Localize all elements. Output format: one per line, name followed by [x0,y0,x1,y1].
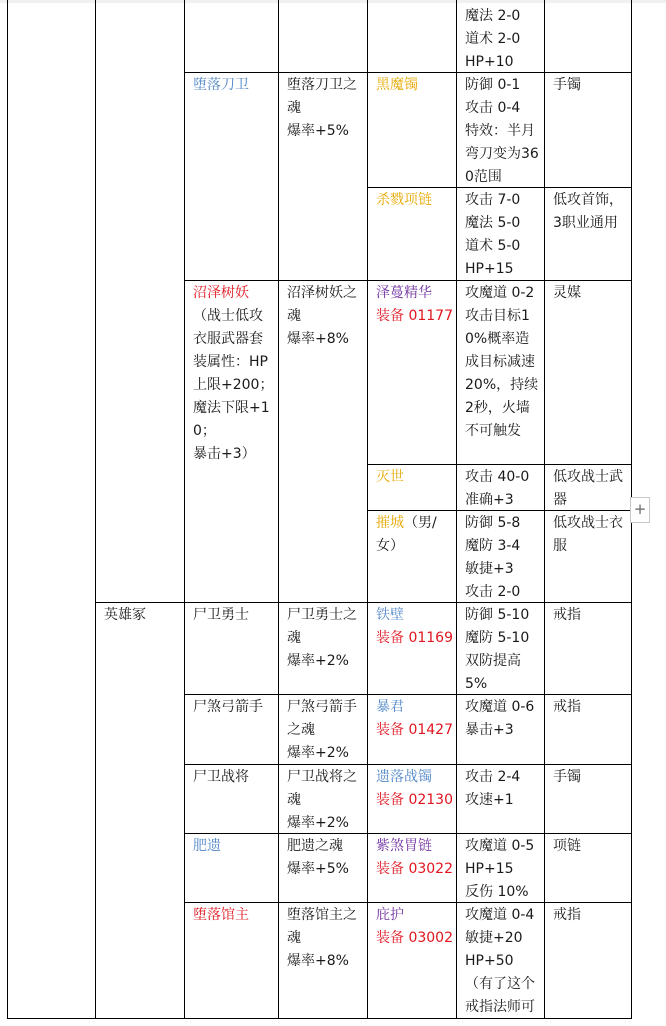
attribute-cell: 防御 0-1 攻击 0-4 特效：半月弯刀变为360范围 [465,77,539,185]
type-cell: 低攻战士武器 [553,469,623,508]
type-cell: 低攻战士衣服 [553,515,623,554]
attribute-cell: 防御 5-8 魔防 3-4 敏捷+3 攻击 2-0 [465,515,521,600]
item-cell [376,696,454,742]
type-cell: 手镯 [553,769,581,785]
item-note: （男/女） [376,515,437,554]
item-code: 装备 03002 [376,930,453,946]
table-border-left [7,0,8,1019]
item-cell [376,904,454,950]
item-code: 装备 01169 [376,630,453,646]
soul-cell: 尸卫战将之魂 爆率+2% [287,769,357,831]
monster-cell [193,282,275,466]
item-cell [376,835,454,881]
column-divider [278,0,279,1019]
soul-cell: 堕落馆主之魂 爆率+8% [287,907,357,969]
soul-cell: 沼泽树妖之魂 爆率+8% [287,285,357,347]
item-code: 装备 01427 [376,722,453,738]
type-cell: 灵媒 [553,285,581,301]
item-code: 装备 01177 [376,308,453,324]
column-divider [184,0,185,1019]
monster-name: 尸卫勇士 [193,607,249,623]
table-border-bottom [7,1018,632,1019]
item-name: 黑魔镯 [376,77,418,93]
monster-name: 尸煞弓箭手 [193,699,263,715]
item-name: 铁壁 [376,607,404,623]
attribute-cell: 攻魔道 0-2 攻击目标10%概率造成目标减速20%，持续2秒，火墙不可触发 [465,285,539,439]
soul-cell: 肥遗之魂 爆率+5% [287,838,349,877]
monster-name: 尸卫战将 [193,769,249,785]
column-divider [95,0,96,1019]
row-divider [184,72,632,73]
item-name: 庇护 [376,907,404,923]
soul-cell: 堕落刀卫之魂 爆率+5% [287,77,357,139]
attribute-cell: 魔法 2-0 道术 2-0 HP+10 [465,8,521,70]
attribute-cell: 攻击 7-0 魔法 5-0 道术 5-0 HP+15 [465,192,521,277]
attribute-cell: 防御 5-10 魔防 5-10 双防提高5% [465,607,530,692]
type-cell: 手镯 [553,77,581,93]
item-code: 装备 03022 [376,861,453,877]
attribute-cell: 攻魔道 0-6 暴击+3 [465,699,535,738]
monster-note: （战士低攻衣服武器套装属性：HP上限+200；魔法下限+10； 暴击+3） [193,308,274,462]
attribute-cell: 攻击 2-4 攻速+1 [465,769,521,808]
area-name: 英雄冢 [104,607,146,623]
row-divider [184,833,632,834]
plus-icon[interactable]: + [630,497,650,523]
type-cell: 低攻首饰，3职业通用 [553,192,623,231]
monster-name: 堕落刀卫 [193,77,249,93]
attribute-cell: 攻魔道 0-5 HP+15 反伤 10% [465,838,535,900]
item-cell [376,512,454,558]
row-divider [184,764,632,765]
attribute-cell: 攻魔道 0-4 敏捷+20 HP+50（有了这个戒指法师可 [465,907,535,1015]
item-name: 遗落战镯 [376,769,432,785]
item-cell [376,282,454,328]
monster-name: 肥遗 [193,838,221,854]
row-divider [184,280,632,281]
item-name: 杀戮项链 [376,192,432,208]
item-cell [376,766,454,812]
item-name: 泽蔓精华 [376,285,432,301]
monster-name: 堕落馆主 [193,907,249,923]
type-cell: 戒指 [553,699,581,715]
item-name: 摧城 [376,515,404,531]
monster-name: 沼泽树妖 [193,285,249,301]
attribute-cell: 攻击 40-0 准确+3 [465,469,530,508]
row-divider [367,464,632,465]
item-name: 灭世 [376,469,404,485]
soul-cell: 尸煞弓箭手之魂 爆率+2% [287,699,357,761]
soul-cell: 尸卫勇士之魂 爆率+2% [287,607,357,669]
row-divider [95,602,632,603]
type-cell: 项链 [553,838,581,854]
item-name: 紫煞胃链 [376,838,432,854]
row-divider [184,902,632,903]
item-name: 暴君 [376,699,404,715]
type-cell: 戒指 [553,607,581,623]
type-cell: 戒指 [553,907,581,923]
item-code: 装备 02130 [376,792,453,808]
item-cell [376,604,454,650]
row-divider [184,694,632,695]
